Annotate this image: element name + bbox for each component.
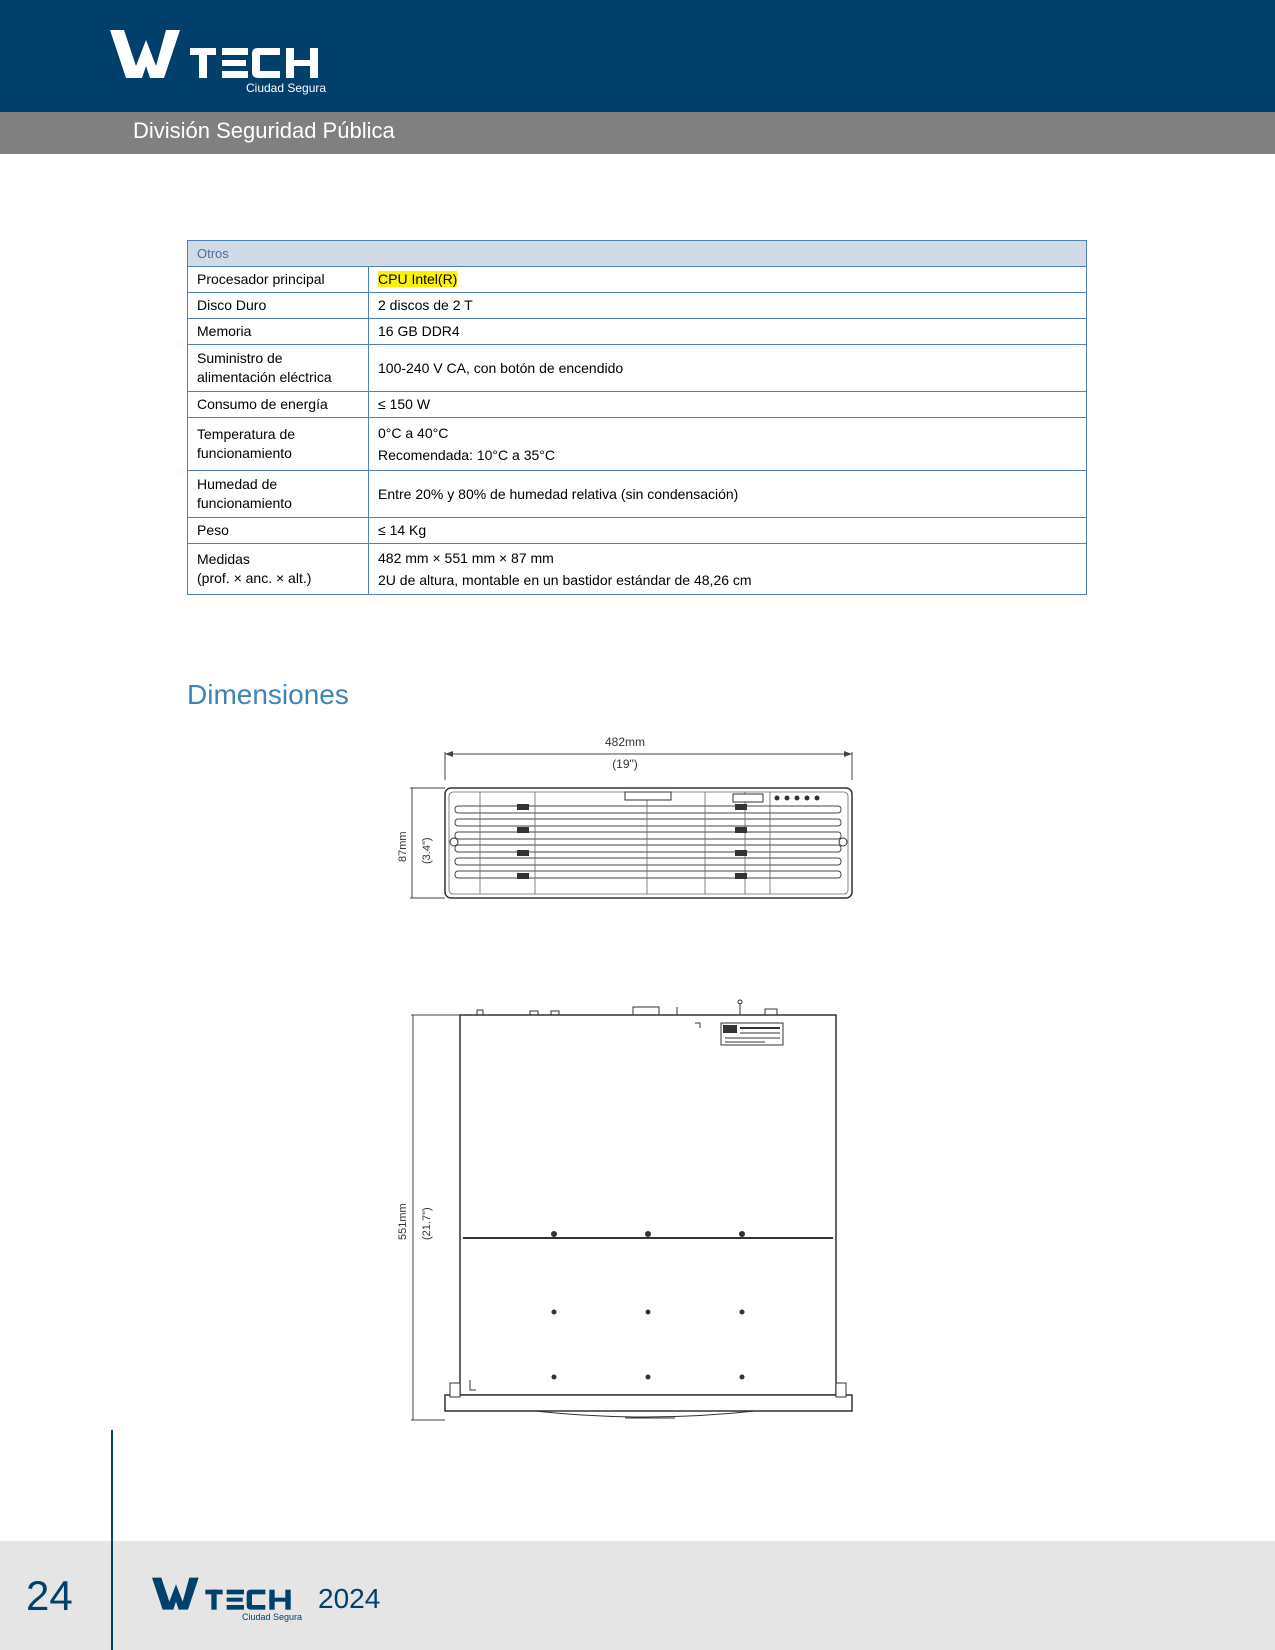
top-view-drawing (385, 995, 865, 1430)
row-label-line: (prof. × anc. × alt.) (197, 570, 312, 586)
row-label (188, 544, 369, 595)
top-depth-mm: 551mm (397, 1203, 409, 1240)
footer-tagline: Ciudad Segura (242, 1612, 303, 1622)
table-row (188, 293, 1087, 319)
front-height-mm: 87mm (397, 831, 409, 862)
highlighted-value: CPU Intel(R) (378, 271, 458, 287)
row-value-line: Recomendada: 10°C a 35°C (378, 447, 555, 463)
page-number: 24 (26, 1572, 73, 1619)
row-label: Procesador principal (188, 267, 369, 293)
row-value: ≤ 14 Kg (369, 518, 1087, 544)
row-value (369, 418, 1087, 471)
front-width-mm: 482mm (604, 735, 646, 749)
table-row (188, 345, 1087, 392)
footer-year: 2024 (318, 1583, 381, 1614)
row-value: 16 GB DDR4 (369, 319, 1087, 345)
row-label: Disco Duro (188, 293, 369, 319)
row-label: Suministro de alimentación eléctrica (188, 345, 369, 392)
row-value (369, 267, 1087, 293)
table-section-row (188, 241, 1087, 267)
row-value (369, 544, 1087, 595)
row-value-line: 0°C a 40°C (378, 425, 449, 441)
table-row (188, 267, 1087, 293)
table-row (188, 392, 1087, 418)
footer-divider (111, 1430, 113, 1650)
row-label: Memoria (188, 319, 369, 345)
logo-tagline: Ciudad Segura (246, 81, 327, 95)
table-row (188, 319, 1087, 345)
top-depth-in: (21.7") (421, 1207, 433, 1240)
row-label: Temperatura de funcionamiento (188, 418, 369, 471)
division-title: División Seguridad Pública (133, 118, 395, 143)
front-width-in: (19") (612, 757, 638, 771)
table-row (188, 471, 1087, 518)
front-height-in: (3.4") (421, 837, 433, 864)
row-value: ≤ 150 W (369, 392, 1087, 418)
row-label: Peso (188, 518, 369, 544)
row-label: Consumo de energía (188, 392, 369, 418)
row-label-line: Medidas (197, 551, 250, 567)
table-row (188, 418, 1087, 471)
row-value: Entre 20% y 80% de humedad relativa (sin condensación) (369, 471, 1087, 518)
row-value: 100-240 V CA, con botón de encendido (369, 345, 1087, 392)
dimensions-heading: Dimensiones (187, 679, 349, 710)
row-value-line: 2U de altura, montable en un bastidor estándar de 48,26 cm (378, 572, 752, 588)
row-value: 2 discos de 2 T (369, 293, 1087, 319)
table-row (188, 518, 1087, 544)
row-value-line: 482 mm × 551 mm × 87 mm (378, 550, 554, 566)
front-view-drawing (385, 732, 865, 902)
row-label: Humedad de funcionamiento (188, 471, 369, 518)
table-row (188, 544, 1087, 595)
specs-table (187, 240, 1087, 595)
section-title: Otros (188, 241, 1087, 267)
